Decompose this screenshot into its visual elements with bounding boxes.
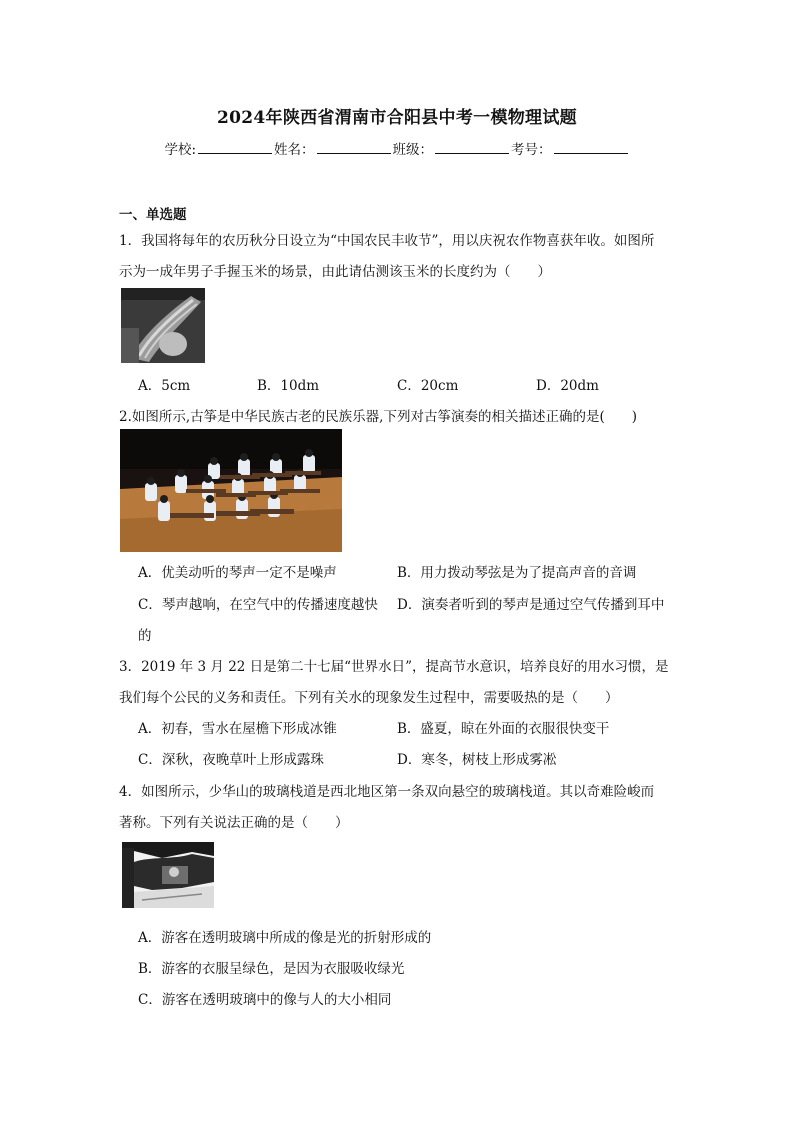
name-blank[interactable] xyxy=(317,141,391,154)
q2-text-line1: 2.如图所示,古筝是中华民族古老的民族乐器,下列对古筝演奏的相关描述正确的是( ) xyxy=(119,409,637,425)
q3-option-a[interactable]: A．初春，雪水在屋檐下形成冰锥 xyxy=(138,721,337,737)
q2-option-d-line1[interactable]: D．演奏者听到的琴声是通过空气传播到耳中 xyxy=(397,597,665,613)
q4-text-line2: 著称。下列有关说法正确的是（ ） xyxy=(119,815,349,831)
q4-option-a[interactable]: A．游客在透明玻璃中所成的像是光的折射形成的 xyxy=(138,930,432,946)
q1-option-d[interactable]: D．20dm xyxy=(536,378,599,394)
q3-text-line1: 3．2019 年 3 月 22 日是第二十七届“世界水日”，提高节水意识，培养良好的用水习惯，是 xyxy=(119,659,669,675)
name-label: 姓名： xyxy=(274,142,315,158)
q2-option-c[interactable]: C．琴声越响，在空气中的传播速度越快 xyxy=(138,597,378,613)
q4-option-b[interactable]: B．游客的衣服呈绿色，是因为衣服吸收绿光 xyxy=(138,961,405,977)
q4-option-c[interactable]: C．游客在透明玻璃中的像与人的大小相同 xyxy=(138,992,392,1008)
q1-option-b[interactable]: B．10dm xyxy=(257,378,320,394)
class-label: 班级： xyxy=(392,142,434,158)
school-blank[interactable] xyxy=(198,141,272,154)
q3-option-c[interactable]: C．深秋，夜晚草叶上形成露珠 xyxy=(138,752,324,768)
q2-option-d-line2: 的 xyxy=(138,628,152,644)
q1-text-line1: 1．我国将每年的农历秋分日设立为“中国农民丰收节”，用以庆祝农作物喜获年收。如图所 xyxy=(119,233,655,249)
q2-option-b[interactable]: B．用力拨动琴弦是为了提高声音的音调 xyxy=(397,565,637,581)
page-title: 2024年陕西省渭南市合阳县中考一模物理试题 xyxy=(217,108,577,128)
q4-glass-walkway-photo xyxy=(122,842,214,908)
q2-option-a[interactable]: A．优美动听的琴声一定不是噪声 xyxy=(138,565,337,581)
q3-option-b[interactable]: B．盛夏，晾在外面的衣服很快变干 xyxy=(397,721,610,737)
q1-corn-photo xyxy=(121,288,205,363)
exam-no-label: 考号： xyxy=(511,142,552,158)
q1-option-c[interactable]: C．20cm xyxy=(397,378,459,394)
student-info-row xyxy=(0,138,794,158)
school-label: 学校: xyxy=(164,142,197,158)
section-heading: 一、单选题 xyxy=(119,207,187,223)
q2-guzheng-photo xyxy=(120,429,342,552)
class-blank[interactable] xyxy=(435,141,509,154)
q4-text-line1: 4．如图所示，少华山的玻璃栈道是西北地区第一条双向悬空的玻璃栈道。其以奇难险峻而 xyxy=(119,784,655,800)
q1-text-line2: 示为一成年男子手握玉米的场景，由此请估测该玉米的长度约为（ ） xyxy=(119,264,551,280)
q1-option-a[interactable]: A．5cm xyxy=(138,378,191,394)
exam-no-blank[interactable] xyxy=(554,141,628,154)
q3-text-line2: 我们每个公民的义务和责任。下列有关水的现象发生过程中，需要吸热的是（ ） xyxy=(119,690,619,706)
q3-option-d[interactable]: D．寒冬，树枝上形成雾凇 xyxy=(397,752,557,768)
